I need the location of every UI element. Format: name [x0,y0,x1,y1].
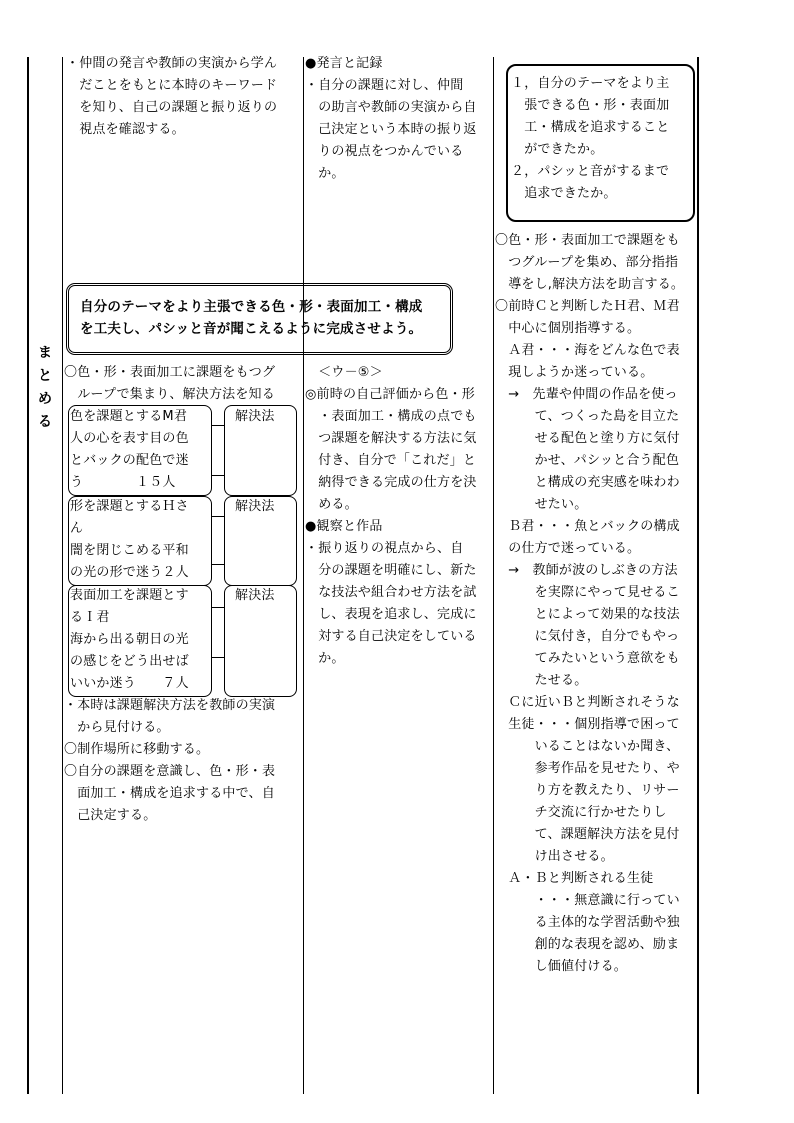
text-line: 視点を確認する。 [66,122,185,137]
column-divider-1 [62,57,63,1094]
text-line: を実際にやって見せるこ [495,585,680,600]
text-line: 対する自己決定をしている [305,629,477,644]
group-line: 形を課題とするＨさ [70,499,189,514]
text-line: 張できる色・形・表面加 [511,98,670,113]
text-line: チ交流に行かせたりし [495,805,667,820]
text-line: 現しようか迷っている。 [495,365,654,380]
keyword-line: を工夫し、パシッと音が聞こえるように完成させよう。 [80,321,423,337]
stage-label-char: と [38,368,52,384]
stage-label-char: ま [38,345,52,361]
group-line: う １５人 [70,475,176,490]
text-line: ・振り返りの視点から、自 [305,541,464,556]
text-line: ●観察と作品 [305,519,383,534]
text-line: の助言や教師の実演から自 [305,100,477,115]
text-line: 創的な表現を認め、励ま [495,937,680,952]
text-line: せる配色と塗り方に気付 [495,431,680,446]
connector [211,516,224,517]
stage-label [36,342,54,434]
table-border-left [27,57,29,1094]
group-line: 人の心を表す目の色 [70,431,189,446]
text-line: 〇色・形・表面加工で課題をも [495,233,680,248]
solution-label: 解決法 [235,499,275,514]
text-line: 導をし,解決方法を助言する。 [495,277,685,292]
text-line: ・表面加工・構成の点でも [305,409,477,424]
text-line: 〇色・形・表面加工に課題をもつグ [64,365,276,380]
text-line: に気付き，自分でもやっ [495,629,680,644]
text-line: 工・構成を追求すること [511,120,670,135]
text-line: の仕方で迷っている。 [495,541,641,556]
text-line: ＜ウ－⑤＞ [305,365,383,380]
text-line: ・仲間の発言や教師の実演から学ん [66,56,278,71]
text-line: １，自分のテーマをより主 [511,76,670,91]
text-line: だことをもとに本時のキーワード [66,78,278,93]
text-line: を知り、自己の課題と振り返りの [66,100,278,115]
solution-label: 解決法 [235,409,275,424]
text-line: せたい。 [495,497,588,512]
text-line: 己決定する。 [64,808,157,823]
group-line: の光の形で迷う２人 [70,565,189,580]
text-line: 納得できる完成の仕方を決 [305,475,477,490]
text-line: な技法や組合わせ方法を試 [305,585,477,600]
text-line: 中心に個別指導する。 [495,321,641,336]
group-line: 闇を閉じこめる平和 [70,543,189,558]
group-line: の感じをどう出せば [70,654,189,669]
connector [211,607,224,608]
text-line: 〇制作場所に移動する。 [64,742,210,757]
connector [211,564,224,565]
text-line: ２，パシッと音がするまで [511,164,670,179]
stage-label-char: め [38,391,52,407]
text-line: ●発言と記録 [305,56,383,71]
table-border-right [697,57,699,1094]
text-line: り方を教えたり、リサー [495,783,680,798]
text-line: ◎前時の自己評価から色・形 [305,387,475,402]
text-line: てみたいという意欲をも [495,651,680,666]
text-line: たせる。 [495,673,588,688]
text-line: りの視点をつかんでいる [305,144,464,159]
text-line: つ課題を解決する方法に気 [305,431,477,446]
connector [211,425,224,426]
column-divider-2 [303,57,304,1094]
group-line: 表面加工を課題とす [70,588,189,603]
stage-label-char: る [38,414,52,430]
group-line: 海から出る朝日の光 [70,632,189,647]
group-line: 色を課題とするM君 [70,409,188,424]
text-line: から見付ける。 [64,720,170,735]
text-line: とによって効果的な技法 [495,607,680,622]
text-line: Ａ君・・・海をどんな色で表 [495,343,680,358]
text-line: し価値付ける。 [495,959,628,974]
text-line: Ａ・Ｂと判断される生徒 [495,871,654,886]
text-line: Ｃに近いＢと判断されそうな [495,695,680,710]
text-line: る主体的な学習活動や独 [495,915,680,930]
text-line: Ｂ君・・・魚とバックの構成 [495,519,680,534]
text-line: 己決定という本時の振り返 [305,122,477,137]
text-line: つグループを集め、部分指指 [495,255,679,270]
text-line: 付き、自分で「これだ」と [305,453,477,468]
text-line: 〇前時Ｃと判断したＨ君、Ｍ君 [495,299,680,314]
text-line: ループで集まり、解決方法を知る [64,387,275,402]
text-line: → 先輩や仲間の作品を使っ [495,387,678,402]
text-line: か。 [305,166,345,181]
text-line: ・・・無意識に行ってい [495,893,680,908]
text-line: 〇自分の課題を意識し、色・形・表 [64,764,276,779]
group-line: ん [70,521,84,536]
solution-label: 解決法 [235,588,275,603]
text-line: ・本時は課題解決方法を教師の実演 [64,698,276,713]
text-line: か。 [305,651,345,666]
text-line: て、つくった島を目立た [495,409,680,424]
text-line: ができたか。 [511,142,604,157]
column-divider-3 [493,57,494,1094]
connector [211,425,212,475]
text-line: し、表現を追求し、完成に [305,607,477,622]
text-line: 面加工・構成を追求する中で、自 [64,786,275,801]
text-line: 分の課題を明確にし、新た [305,563,477,578]
text-line: 追求できたか。 [511,186,617,201]
text-line: と構成の充実感を味わわ [495,475,680,490]
keyword-line: 自分のテーマをより主張できる色・形・表面加工・構成 [80,299,423,315]
text-line: ・自分の課題に対し、仲間 [305,78,464,93]
connector [211,657,224,658]
text-line: て、課題解決方法を見付 [495,827,680,842]
text-line: → 教師が波のしぶきの方法 [495,563,678,578]
group-line: とバックの配色で迷 [70,453,189,468]
text-line: け出させる。 [495,849,614,864]
text-line: める。 [305,497,358,512]
text-line: 参考作品を見せたり、や [495,761,680,776]
text-line: 生徒・・・個別指導で困って [495,717,680,732]
text-line: いることはないか聞き、 [495,739,680,754]
connector [211,607,212,657]
group-line: いいか迷う ７人 [70,676,189,691]
group-line: るＩ君 [70,610,110,625]
connector [211,516,212,564]
connector [211,475,224,476]
text-line: かせ、パシッと合う配色 [495,453,680,468]
